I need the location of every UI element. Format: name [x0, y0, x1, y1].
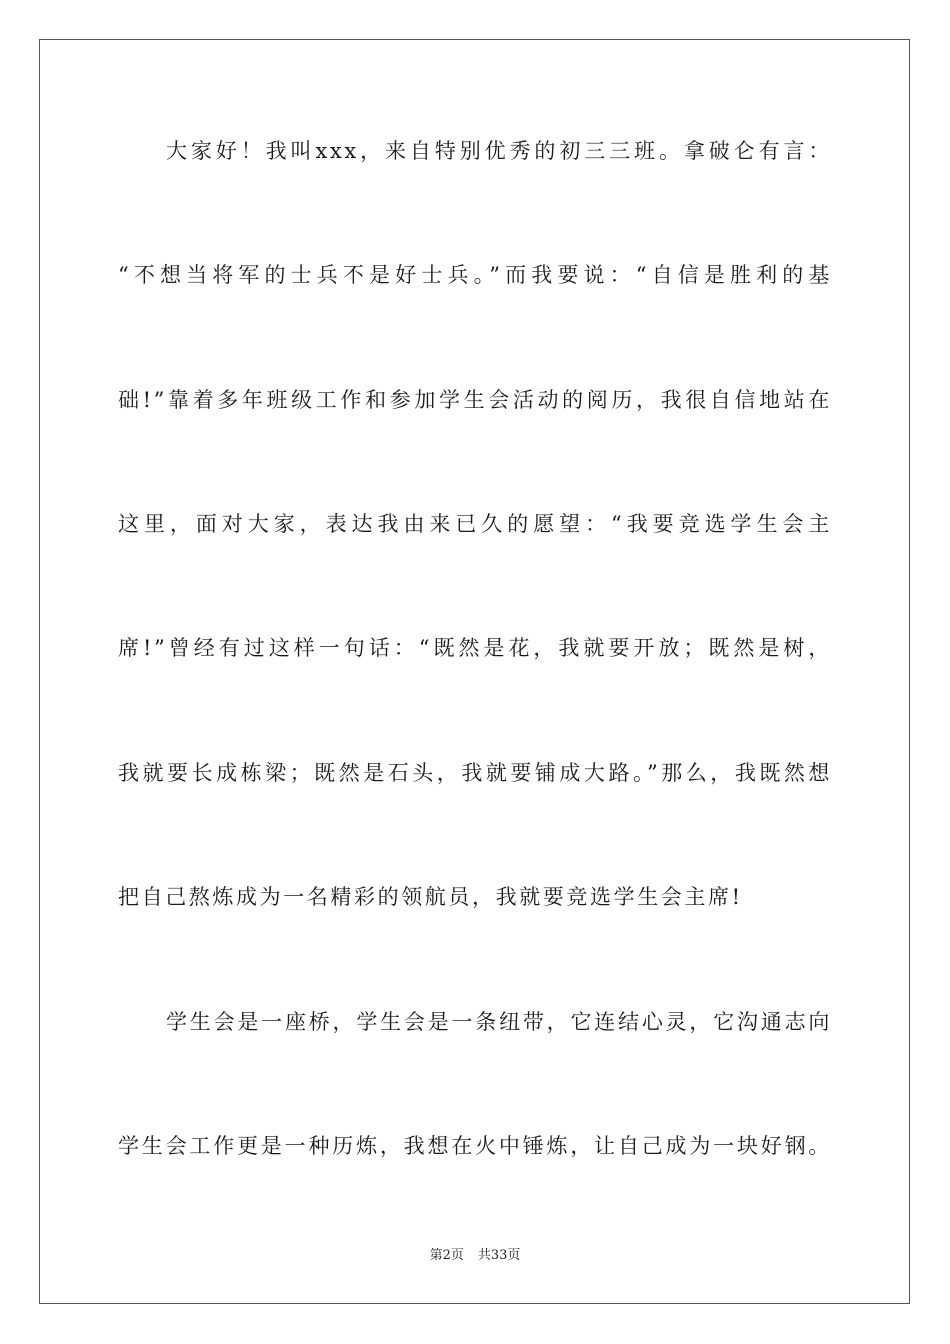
page-footer — [0, 1247, 950, 1265]
paragraph-1-line-3: 础!”靠着多年班级工作和参加学生会活动的阅历，我很自信地站在 — [118, 388, 832, 412]
paragraph-1-line-5: 席!”曾经有过这样一句话：“既然是花，我就要开放；既然是树， — [118, 636, 832, 660]
page-total: 共33页 — [477, 1248, 521, 1263]
paragraph-1-line-6: 我就要长成栋梁；既然是石头，我就要铺成大路。”那么，我既然想 — [118, 761, 832, 785]
paragraph-1-line-2: “不想当将军的士兵不是好士兵。”而我要说：“自信是胜利的基 — [118, 263, 832, 287]
paragraph-2-line-1: 学生会是一座桥，学生会是一条纽带，它连结心灵，它沟通志向 — [166, 1010, 832, 1034]
paragraph-1-line-7: 把自己熬炼成为一名精彩的领航员，我就要竞选学生会主席! — [118, 885, 743, 909]
paragraph-1-line-1: 大家好！我叫xxx，来自特别优秀的初三三班。拿破仑有言： — [166, 139, 832, 163]
paragraph-1-line-4: 这里，面对大家，表达我由来已久的愿望：“我要竞选学生会主 — [118, 512, 832, 536]
page-border — [39, 39, 910, 1304]
page-number: 第2页 — [429, 1248, 464, 1263]
paragraph-2-line-2: 学生会工作更是一种历炼，我想在火中锤炼，让自己成为一块好钢。 — [118, 1134, 832, 1158]
